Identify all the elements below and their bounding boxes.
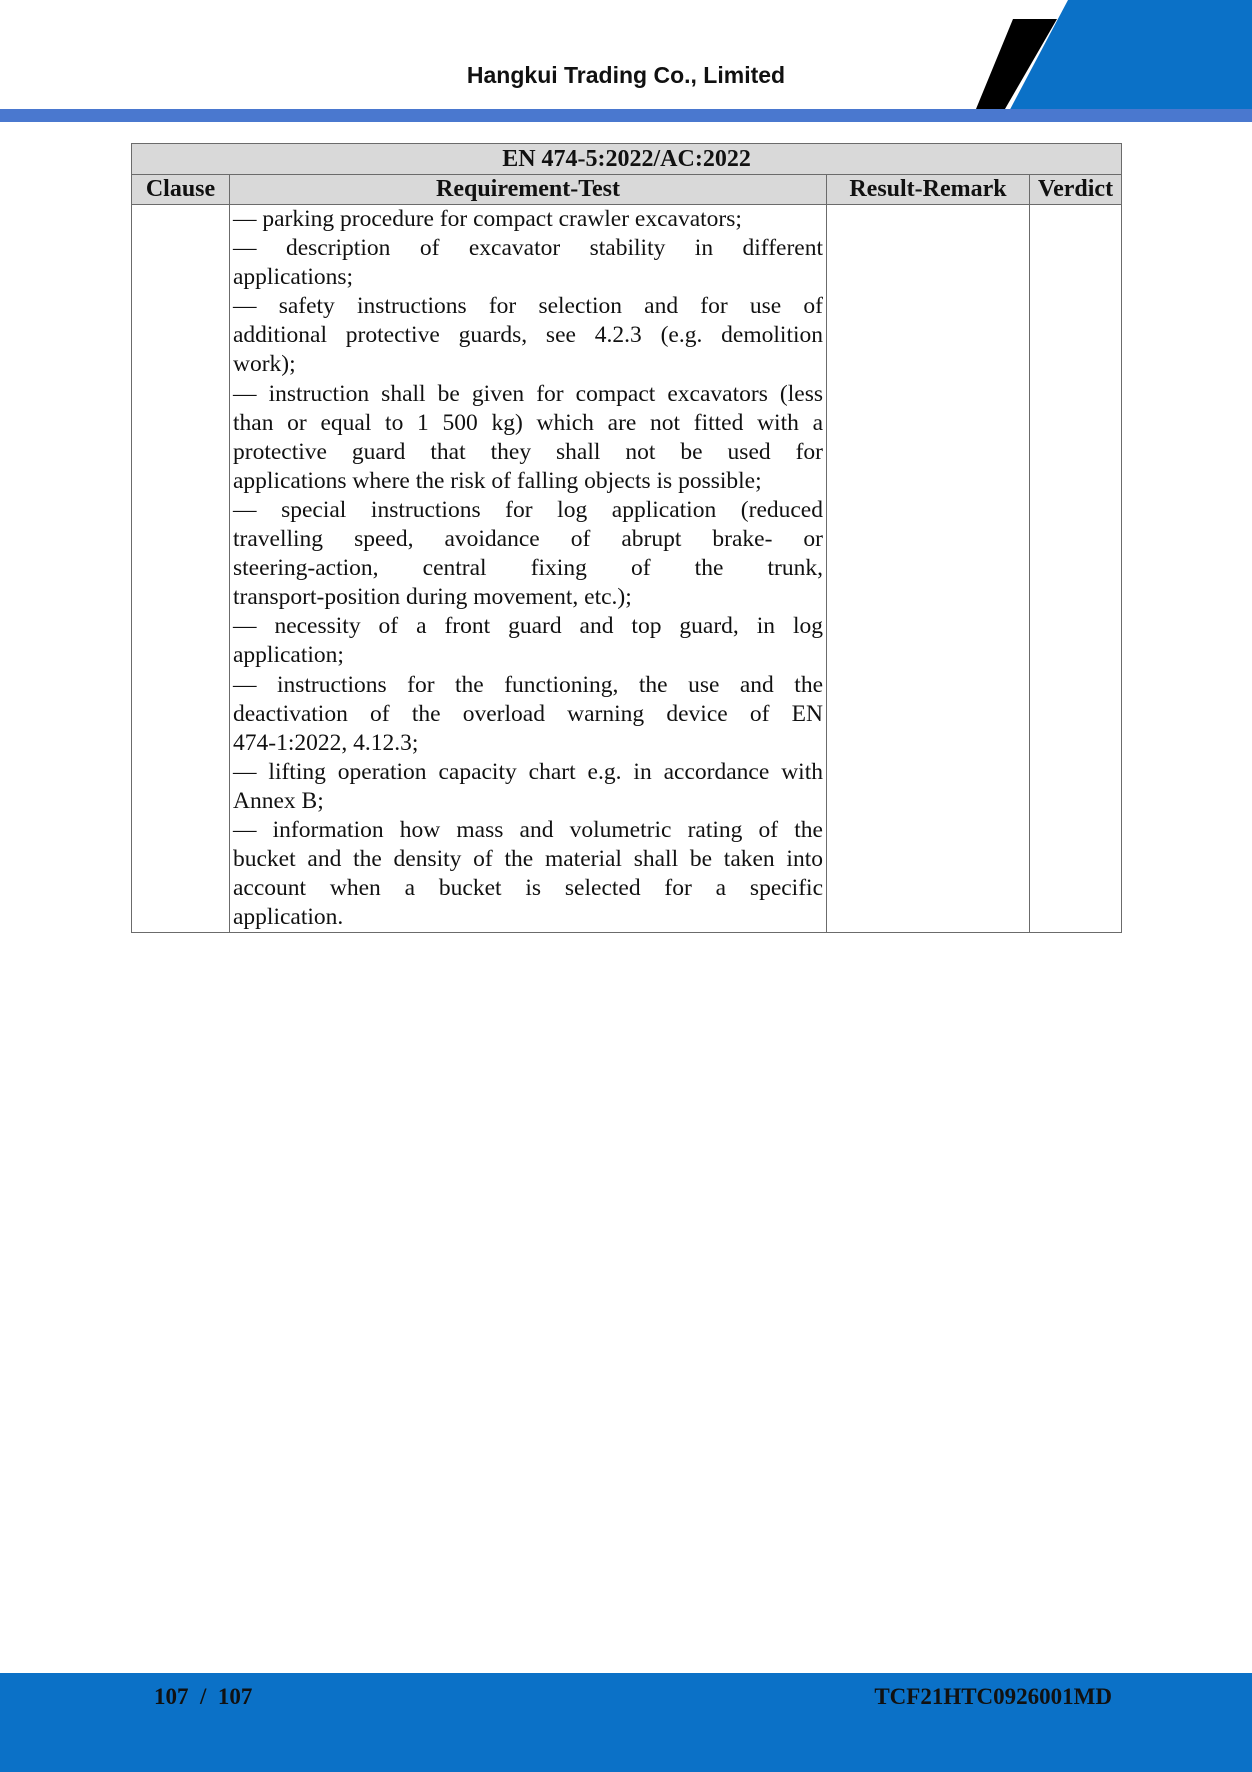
header-bar [0, 109, 1252, 122]
column-header-clause: Clause [132, 175, 230, 205]
company-name: Hangkui Trading Co., Limited [466, 62, 786, 88]
requirement-line: additional protective guards, see 4.2.3 (e.g. demolition [233, 322, 823, 349]
table-title-row [132, 144, 1122, 175]
requirement-line: applications; [233, 264, 354, 291]
requirement-line: than or equal to 1 500 kg) which are not fitted with a [233, 409, 823, 436]
requirement-line: transport-position during movement, etc.); [233, 584, 632, 611]
requirement-line: work); [233, 351, 296, 378]
requirement-line: application. [233, 904, 344, 931]
requirement-line: — description of excavator stability in different [233, 235, 823, 262]
requirement-line: — parking procedure for compact crawler excavators; [233, 206, 742, 232]
requirement-line: applications where the risk of falling objects is possible; [233, 467, 762, 494]
requirement-line: steering-action, central fixing of the trunk, [233, 555, 823, 582]
requirement-line: — safety instructions for selection and for use of [233, 293, 823, 320]
header-blue-block [1006, 0, 1252, 117]
table-row [132, 205, 1122, 933]
result-cell [827, 205, 1030, 933]
requirement-line: application; [233, 642, 344, 669]
requirement-line: — instruction shall be given for compact excavators (less [233, 380, 823, 407]
verdict-cell [1030, 205, 1122, 933]
report-code: TCF21HTC0926001MD [874, 1684, 1112, 1709]
requirement-cell [230, 205, 827, 933]
column-header-requirement: Requirement-Test [230, 175, 827, 205]
column-header-verdict: Verdict [1030, 175, 1122, 205]
column-header-result: Result-Remark [827, 175, 1030, 205]
table-title: EN 474-5:2022/AC:2022 [132, 144, 1122, 175]
requirement-line: account when a bucket is selected for a specific [233, 875, 823, 902]
requirement-line: — necessity of a front guard and top guard, in log [233, 613, 823, 640]
requirement-line: — instructions for the functioning, the use and the [233, 671, 823, 698]
clause-cell [132, 205, 230, 933]
requirement-line: — lifting operation capacity chart e.g. in accordance with [233, 758, 823, 785]
requirement-line: deactivation of the overload warning device of EN [233, 700, 823, 727]
requirement-line: bucket and the density of the material shall be taken into [233, 846, 823, 873]
requirement-line: travelling speed, avoidance of abrupt brake- or [233, 526, 823, 553]
page-number: 107 / 107 [154, 1684, 253, 1709]
table-header-row [132, 175, 1122, 205]
requirement-line: — special instructions for log application (reduced [233, 496, 823, 523]
requirement-line: protective guard that they shall not be used for [233, 438, 823, 465]
requirement-table [131, 143, 1122, 933]
requirement-line: Annex B; [233, 787, 324, 814]
requirement-line: — information how mass and volumetric rating of the [233, 816, 823, 843]
requirement-line: 474-1:2022, 4.12.3; [233, 729, 419, 756]
